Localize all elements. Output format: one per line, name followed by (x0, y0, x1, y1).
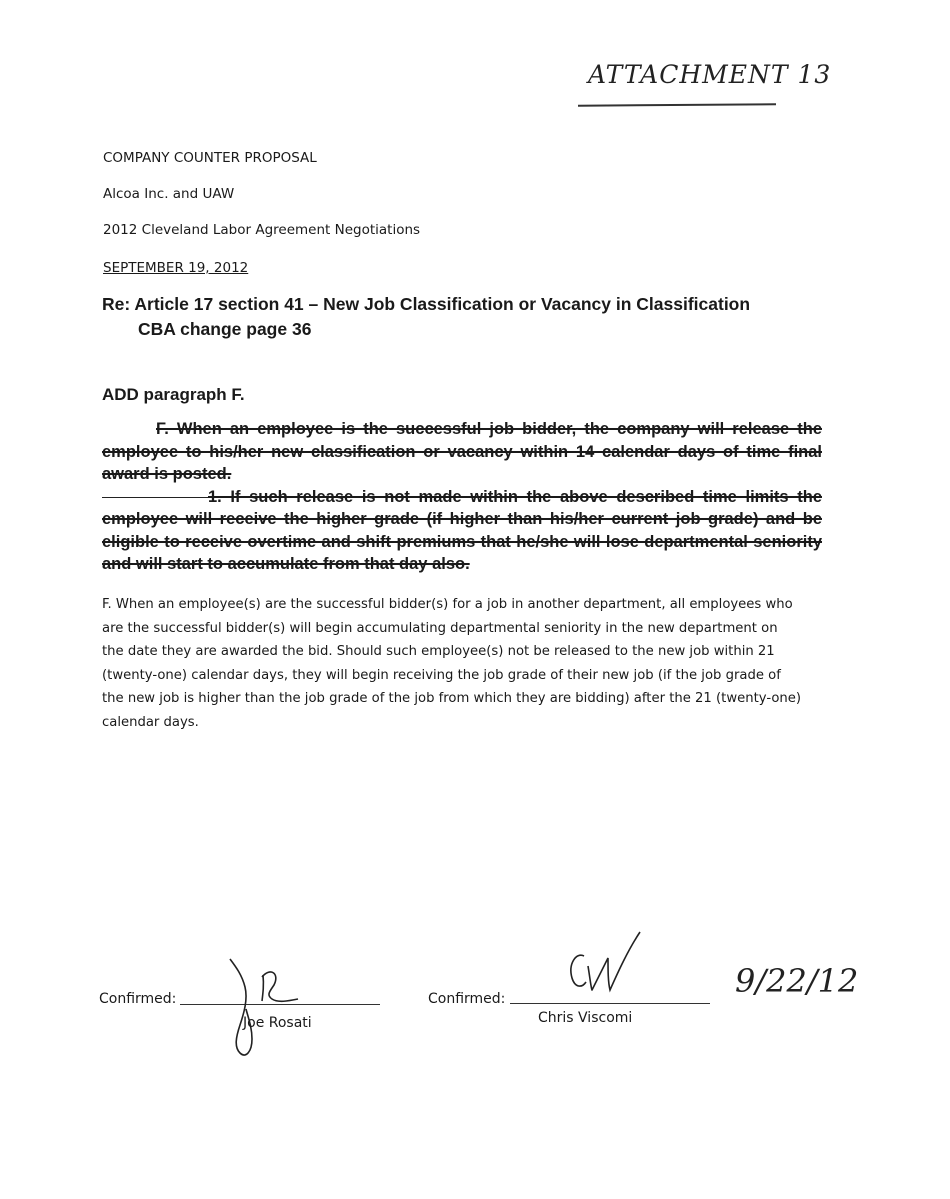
confirmed-label-right: Confirmed: (428, 991, 506, 1007)
signer-name-right: Chris Viscomi (538, 1010, 633, 1026)
proposal-date: SEPTEMBER 19, 2012 (103, 260, 249, 276)
attachment-underline (578, 103, 776, 106)
signature-line-right (510, 1003, 710, 1004)
subitem-indent-line (102, 497, 208, 498)
attachment-label: ATTACHMENT 13 (588, 60, 832, 89)
re-line: Re: Article 17 section 41 – New Job Classification or Vacancy in Classification (102, 294, 751, 314)
struck-text-block (102, 418, 822, 576)
struck-subitem-wrapper (102, 486, 822, 576)
struck-subitem: 1. If such release is not made within the above described time limits the employee will receive the higher grade (if higher than his/her current job grade) and be eligible to receive overtime and shift premiums that he/she will lose departmental seniority and will start to accumulate from that day also. (102, 487, 822, 573)
parties-line: Alcoa Inc. and UAW (103, 186, 235, 202)
handwritten-date: 9/22/12 (735, 962, 859, 1000)
confirmed-label-left: Confirmed: (99, 991, 177, 1007)
struck-paragraph: F. When an employee is the successful job bidder, the company will release the employee to his/her new classification or vacancy within 14 calendar days of time final award is posted. (102, 420, 822, 483)
signature-joe-rosati (218, 955, 308, 1065)
negotiations-line: 2012 Cleveland Labor Agreement Negotiations (103, 222, 421, 238)
proposal-title: COMPANY COUNTER PROPOSAL (103, 150, 317, 166)
re-subline: CBA change page 36 (138, 319, 312, 339)
signature-chris-viscomi (560, 928, 650, 998)
add-heading: ADD paragraph F. (102, 385, 245, 404)
signer-name-left: Joe Rosati (243, 1015, 312, 1031)
new-paragraph: F. When an employee(s) are the successful bidder(s) for a job in another department, all employees who are the successful bidder(s) will begin accumulating departmental seniority in the new department on the date they are awarded the bid. Should such employee(s) not be released to the new job within 21 (twenty-one) calendar days, they will begin receiving the job grade of their new job (if the job grade of the new job is higher than the job grade of the job from which they are bidding) after the 21 (twenty-one) calendar days. (102, 597, 802, 730)
new-paragraph-block (102, 593, 802, 734)
